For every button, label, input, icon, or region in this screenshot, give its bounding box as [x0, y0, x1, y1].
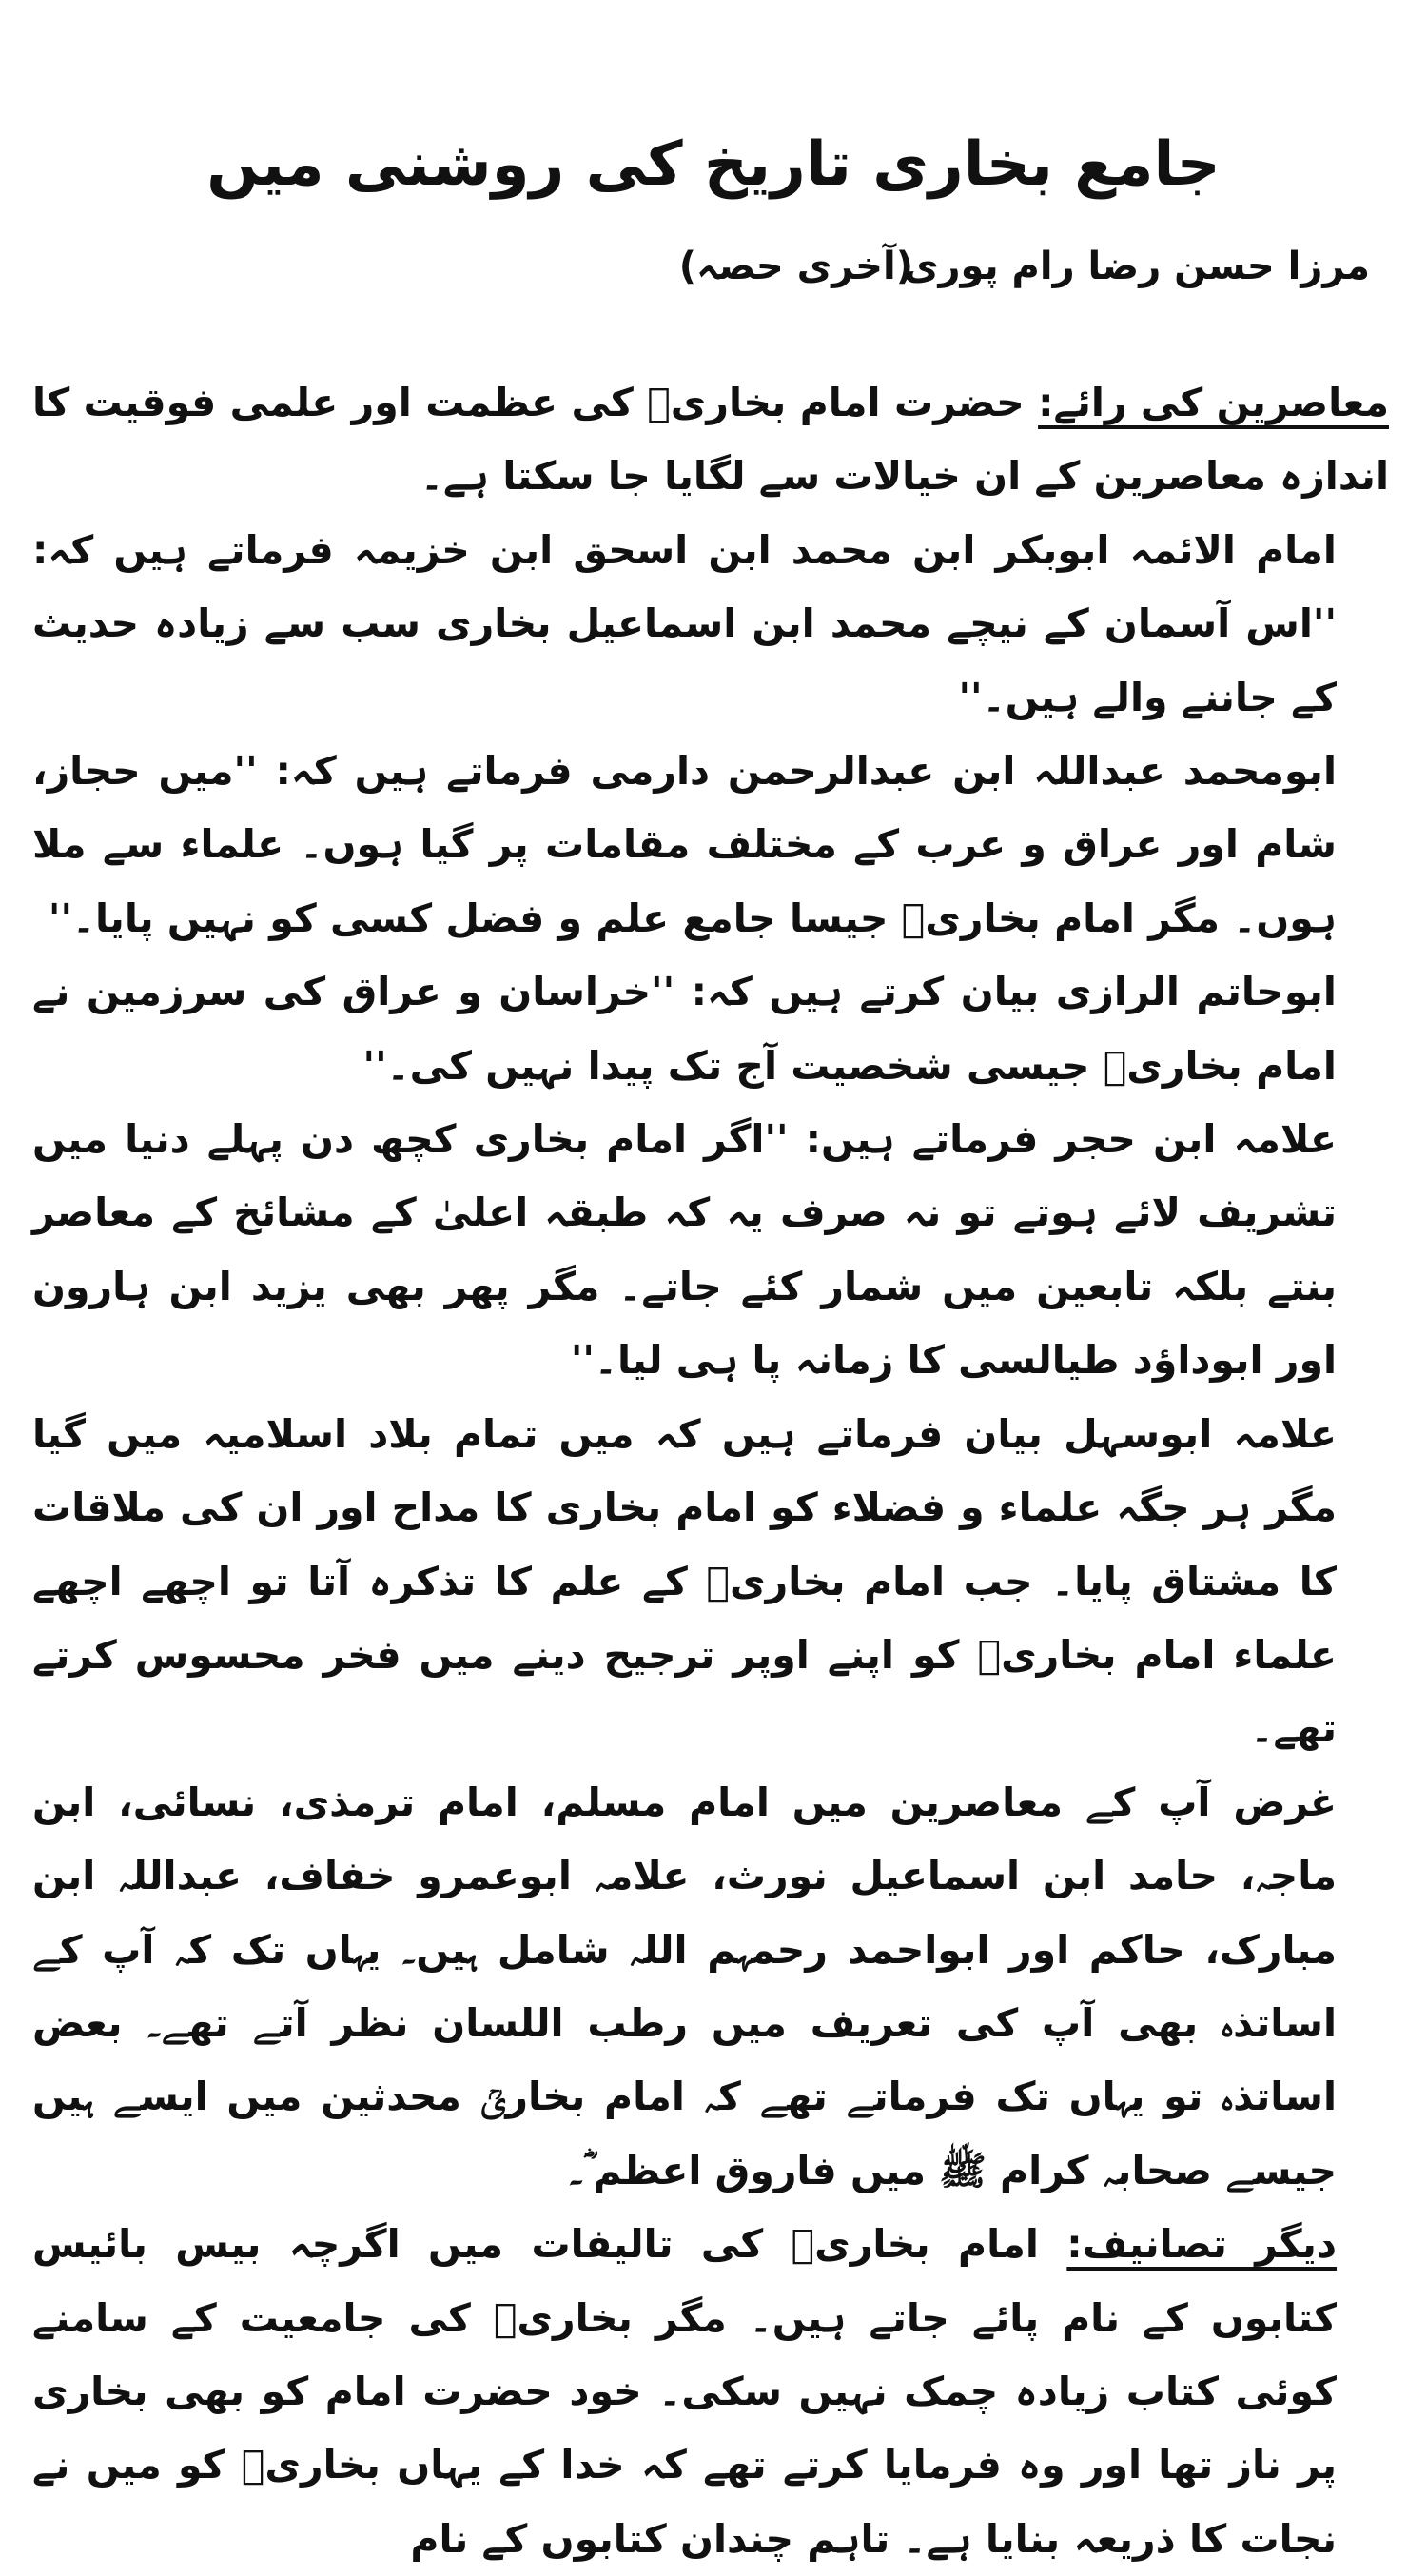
part-label: (آخری حصہ): [678, 245, 913, 288]
section-heading-other-works: دیگر تصانیف:: [1066, 2221, 1337, 2268]
paragraph: امام الائمہ ابوبکر ابن محمد ابن اسحق ابن خزیمہ فرماتے ہیں کہ: ''اس آسمان کے نیچے محمد ابن اسماعیل بخاری سب سے زیادہ حدیث کے جاننے والے ہیں۔'': [32, 526, 1337, 720]
paragraph: دیگر تصانیف: امام بخاریؒ کی تالیفات میں اگرچہ بیس بائیس کتابوں کے نام پائے جاتے ہیں۔ مگر بخاریؒ کی جامعیت کے سامنے کوئی کتاب زیادہ چمک نہیں سکی۔ خود حضرت امام کو بھی بخاری پر ناز تھا اور وہ فرمایا کرتے تھے کہ خدا کے یہاں بخاریؒ کو میں نے نجات کا ذریعہ بنایا ہے۔ تاہم چندان کتابوں کے نام: [32, 2221, 1337, 2562]
section-heading-contemporaries: معاصرین کی رائے:: [1038, 380, 1389, 425]
paragraph: ابومحمد عبداللہ ابن عبدالرحمن دارمی فرماتے ہیں کہ: ''میں حجاز، شام اور عراق و عرب کے مختلف مقامات پر گیا ہوں۔ علماء سے ملا ہوں۔ مگر امام بخاریؒ جیسا جامع علم و فضل کسی کو نہیں پایا۔'': [32, 748, 1337, 941]
article-body: [32, 366, 1389, 2576]
author-name: مرزا حسن رضا رام پوری: [903, 245, 1370, 288]
byline: [57, 233, 1370, 300]
paragraph: ابوحاتم الرازی بیان کرتے ہیں کہ: ''خراسان و عراق کی سرزمین نے امام بخاریؒ جیسی شخصیت آج تک پیدا نہیں کی۔'': [32, 969, 1337, 1089]
paragraph: علامہ ابوسہل بیان فرماتے ہیں کہ میں تمام بلاد اسلامیہ میں گیا مگر ہر جگہ علماء و فضلاء کو امام بخاری کا مداح اور ان کی ملاقات کا مشتاق پایا۔ جب امام بخاریؒ کے علم کا تذکرہ آتا تو اچھے اچھے علماء امام بخاریؒ کو اپنے اوپر ترجیح دینے میں فخر محسوس کرتے تھے۔: [32, 1410, 1337, 1752]
paragraph: علامہ ابن حجر فرماتے ہیں: ''اگر امام بخاری کچھ دن پہلے دنیا میں تشریف لائے ہوتے تو نہ صرف یہ کہ طبقہ اعلیٰ کے مشائخ کے معاصر بنتے بلکہ تابعین میں شمار کئے جاتے۔ مگر پھر بھی یزید ابن ہارون اور ابوداؤد طیالسی کا زمانہ پا ہی لیا۔'': [32, 1116, 1337, 1384]
article-title: جامع بخاری تاریخ کی روشنی میں: [206, 128, 1221, 200]
paragraph: معاصرین کی رائے: حضرت امام بخاریؒ کی عظمت اور علمی فوقیت کا اندازہ معاصرین کے ان خیالات سے لگایا جا سکتا ہے۔: [32, 380, 1389, 500]
paragraph: غرض آپ کے معاصرین میں امام مسلم، امام ترمذی، نسائی، ابن ماجہ، حامد ابن اسماعیل نورث، علامہ ابوعمرو خفاف، عبداللہ ابن مبارک، حاکم اور ابواحمد رحمہم اللہ شامل ہیں۔ یہاں تک کہ آپ کے اساتذہ بھی آپ کی تعریف میں رطب اللسان نظر آتے تھے۔ بعض اساتذہ تو یہاں تک فرماتے تھے کہ امام بخاریؒ محدثین میں ایسے ہیں جیسے صحابہ کرام ﷺ میں فاروق اعظم ؓ۔: [32, 1779, 1337, 2193]
